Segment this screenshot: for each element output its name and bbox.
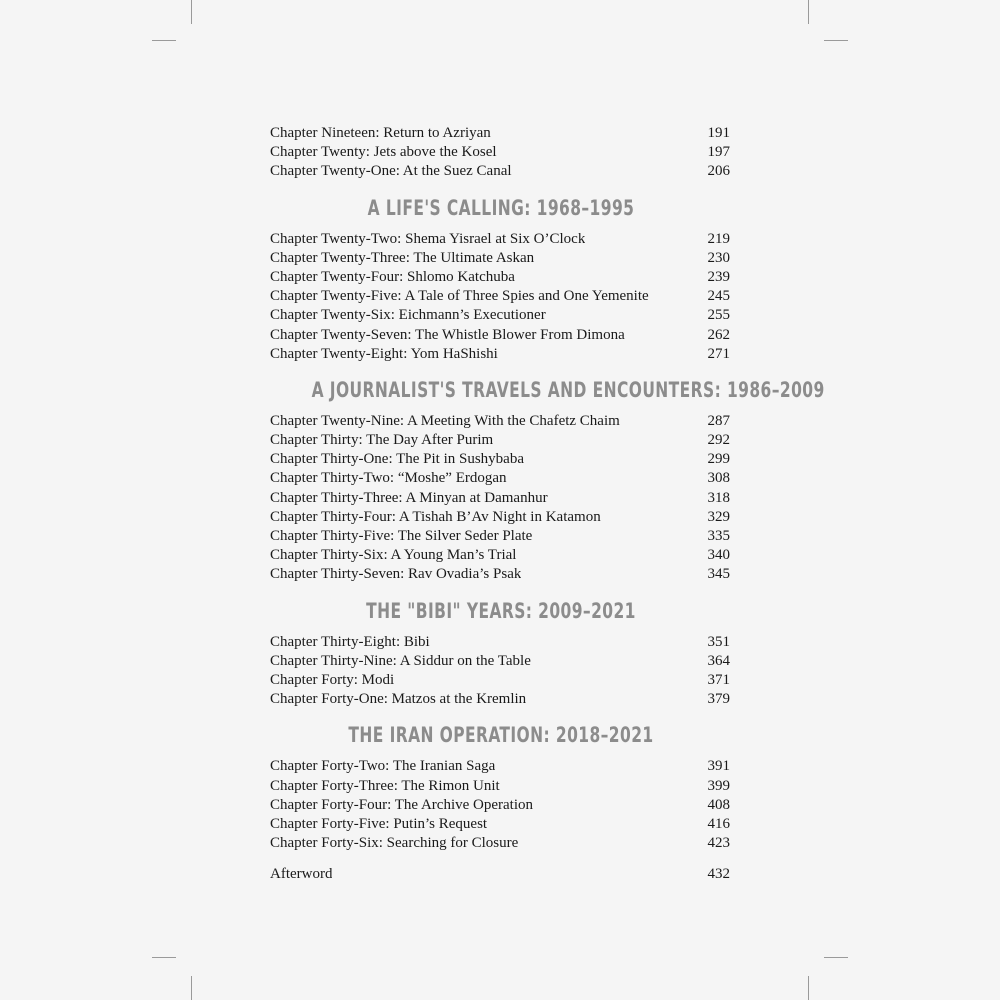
part-heading: A JOURNALIST'S TRAVELS AND ENCOUNTERS: 1986–2009 [311, 377, 825, 402]
toc-entry: Chapter Thirty-Three: A Minyan at Damanhur 318 [270, 489, 730, 506]
toc-entry: Chapter Nineteen: Return to Azriyan 191 [270, 125, 730, 141]
toc-entry: Chapter Thirty-Five: The Silver Seder Plate 335 [270, 528, 730, 544]
toc-entry: Chapter Forty-Four: The Archive Operation 408 [270, 796, 730, 813]
toc-entry: Chapter Twenty-Two: Shema Yisrael at Six O’Clock 219 [270, 230, 730, 247]
crop-mark-bottom-right [808, 976, 809, 1000]
toc-entry: Chapter Thirty-One: The Pit in Sushybaba 299 [270, 451, 730, 468]
part-heading: THE "BIBI" YEARS: 2009–2021 [366, 598, 636, 623]
table-of-contents [270, 124, 825, 884]
toc-entry: Chapter Twenty-Six: Eichmann’s Executioner 255 [270, 307, 730, 324]
part-heading: A LIFE'S CALLING: 1968–1995 [367, 195, 635, 220]
crop-mark-top-left [191, 0, 192, 24]
toc-entry: Chapter Thirty-Six: A Young Man’s Trial 340 [270, 547, 730, 564]
toc-entry: Chapter Twenty: Jets above the Kosel 197 [270, 144, 730, 161]
crop-mark-left-top [152, 40, 176, 41]
toc-part-journalists-travels [270, 377, 825, 585]
toc-entry: Chapter Thirty-Seven: Rav Ovadia’s Psak 345 [270, 566, 730, 583]
toc-entry: Chapter Forty: Modi 371 [270, 671, 730, 688]
toc-entry: Chapter Thirty-Nine: A Siddur on the Table 364 [270, 652, 730, 669]
toc-entry: Chapter Twenty-One: At the Suez Canal 206 [270, 163, 730, 180]
toc-entry: Chapter Twenty-Five: A Tale of Three Spies and One Yemenite 245 [270, 288, 730, 305]
toc-entry: Chapter Twenty-Eight: Yom HaShishi 271 [270, 345, 730, 362]
toc-entry: Chapter Thirty-Four: A Tishah B’Av Night in Katamon 329 [270, 508, 730, 525]
toc-part-bibi-years [270, 599, 732, 710]
toc-entry: Chapter Forty-Three: The Rimon Unit 399 [270, 777, 730, 794]
toc-afterword [270, 865, 732, 884]
crop-mark-top-right [808, 0, 809, 24]
toc-part-lifes-calling [270, 196, 732, 364]
toc-entry: Chapter Thirty: The Day After Purim 292 [270, 432, 730, 449]
toc-entry: Chapter Twenty-Three: The Ultimate Askan 230 [270, 249, 730, 266]
toc-group-continued [270, 124, 732, 182]
toc-entry: Chapter Forty-Two: The Iranian Saga 391 [270, 758, 730, 775]
toc-entry: Chapter Twenty-Nine: A Meeting With the Chafetz Chaim 287 [270, 412, 730, 429]
toc-entry: Chapter Forty-Six: Searching for Closure 423 [270, 835, 730, 852]
toc-entry: Afterword 432 [270, 866, 730, 883]
toc-entry: Chapter Thirty-Eight: Bibi 351 [270, 633, 730, 650]
toc-entry: Chapter Twenty-Four: Shlomo Katchuba 239 [270, 268, 730, 285]
crop-mark-right-bottom [824, 957, 848, 958]
toc-entry: Chapter Forty-One: Matzos at the Kremlin 379 [270, 691, 730, 708]
toc-part-iran-operation [270, 723, 732, 853]
toc-entry: Chapter Thirty-Two: “Moshe” Erdogan 308 [270, 470, 730, 487]
crop-mark-bottom-left [191, 976, 192, 1000]
part-heading: THE IRAN OPERATION: 2018–2021 [348, 723, 654, 748]
toc-entry: Chapter Twenty-Seven: The Whistle Blower From Dimona 262 [270, 326, 730, 343]
toc-entry: Chapter Forty-Five: Putin’s Request 416 [270, 815, 730, 832]
crop-mark-left-bottom [152, 957, 176, 958]
crop-mark-right-top [824, 40, 848, 41]
